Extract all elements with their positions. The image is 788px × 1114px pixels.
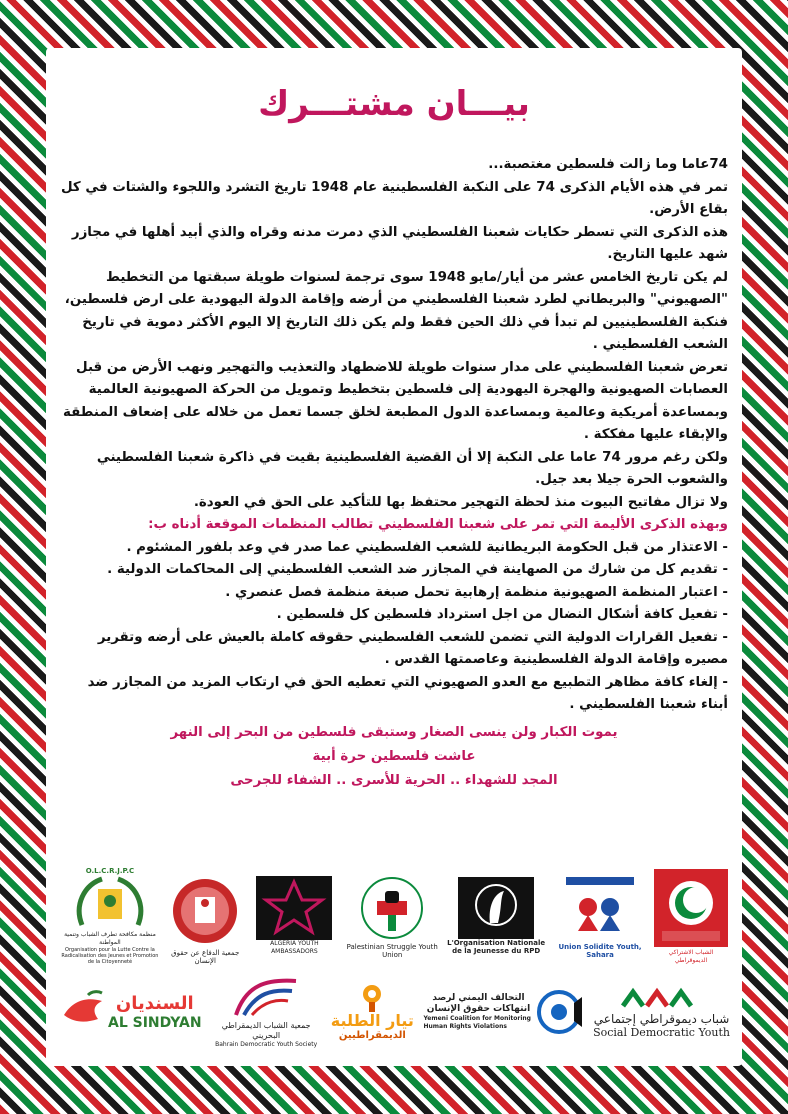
closing-slogans: [60, 721, 728, 793]
demand-item: - اعتبار المنظمة الصهيونية منظمة إرهابية تحمل صبغة منظمة فصل عنصري .: [225, 584, 728, 600]
logo-acronym: O.L.C.R.J.P.C: [85, 867, 135, 875]
logo-caption: Palestinian Struggle Youth Union: [346, 943, 438, 959]
demands-intro: وبهذه الذكرى الأليمة التي تمر على شعبنا الفلسطيني تطالب المنظمات الموقعة أدناه ب:: [148, 517, 728, 532]
logo-caption-fr: Organisation pour la Lutte Contre la Radicalisation des Jeunes et Promotion de la Citoyenneté: [61, 947, 159, 965]
signatory-logos-row-1: [58, 867, 730, 965]
demand-item: - تفعيل كافة أشكال النضال من اجل استرداد فلسطين كل فلسطين .: [276, 607, 728, 622]
bdys-logo-icon: [226, 975, 306, 1021]
red-emblem-logo-icon: [167, 867, 243, 949]
fish-eye-logo-icon: [534, 987, 584, 1037]
paragraph: 74عاما وما زالت فلسطين مغتصبة...: [488, 157, 728, 172]
logo-human-rights-defense-association: [162, 867, 249, 965]
logo-rpd-youth-organisation: [444, 877, 548, 955]
logo-caption: الشباب الاشتراكي الديموقراطي: [668, 949, 714, 964]
statement-title: بيـــان مشتـــرك: [258, 84, 530, 124]
wreath-logo-icon: [74, 875, 146, 931]
paragraph: تمر في هذه الأيام الذكرى 74 على النكبة الفلسطينية عام 1948 تاريخ التشرد واللجوء والشتات في كل بقاع الأرض.: [60, 179, 728, 217]
logo-caption-en: AL SINDYAN: [108, 1015, 202, 1031]
paragraph: هذه الذكرى التي تسطر حكايات شعبنا الفلسطيني الذي دمرت مدنه وقراه والذي أبيد أهلها في مجازر شهد عليها التاريخ.: [71, 224, 728, 262]
logo-olcrjpc: [58, 867, 162, 965]
logo-caption-ar: منظمة مكافحة تطرف الشباب وتنمية المواطنة: [64, 931, 156, 946]
logo-algeria-youth-ambassadors: [249, 876, 341, 956]
logo-caption: جمعية الدفاع عن حقوق الإنسان: [171, 949, 240, 965]
logo-yemeni-coalition: [424, 987, 584, 1037]
logo-caption: Union Solidite Youth, Sahara: [558, 943, 642, 959]
circle-flag-logo-icon: [652, 867, 730, 949]
logo-caption-ar: تيار الطلبة: [330, 1011, 414, 1030]
closing-line: يموت الكبار ولن ينسى الصغار وستبقى فلسطين من البحر إلى النهر: [170, 724, 618, 740]
statement-content: [60, 78, 728, 793]
logo-democratic-students-current: [331, 982, 414, 1042]
hand-flower-logo-icon: [352, 982, 392, 1012]
logo-union-solidite-youth: [548, 873, 652, 959]
hands-logo-icon: [560, 873, 640, 943]
logo-caption: L'Organisation Nationale de la Jeunesse du RPD: [447, 939, 546, 955]
logo-palestinian-struggle-youth-union: [340, 873, 444, 959]
fist-logo-icon: [355, 873, 429, 943]
paragraph: لم يكن تاريخ الخامس عشر من أيار/مايو 1948 سوى ترجمة لسنوات طويلة سبقتها من التخطيط "الصهيوني" والبريطاني لطرد شعبنا الفلسطيني من أرضه وإقامة الدولة اليهودية على ارض فلسطين، فنكبة الفلسطينيين لم تبدأ في ذلك الحين فقط ولم يكن ذلك التاريخ إلا اليوم الأكثر دموية في تاريخ الشعب الفلسطيني .: [64, 269, 728, 352]
sdy-logo-icon: [617, 986, 707, 1012]
dove-logo-icon: [58, 989, 108, 1035]
logo-caption-en: Social Democratic Youth: [593, 1025, 730, 1039]
signatory-logos-row-2: [58, 972, 730, 1052]
logo-caption: ALGERIA YOUTH AMBASSADORS: [270, 940, 319, 955]
logo-caption-en: Yemeni Coalition for Monitoring Human Rights Violations: [423, 1015, 531, 1030]
star-logo-icon: [256, 876, 332, 940]
logo-caption-ar: السنديان: [115, 993, 194, 1014]
logo-social-democratic-youth-ar: [652, 867, 730, 965]
demand-item: - الاعتذار من قبل الحكومة البريطانية للشعب الفلسطيني عما صدر في وعد بلفور المشئوم .: [126, 539, 728, 555]
closing-line: المجد للشهداء .. الحرية للأسرى .. الشفاء للجرحى: [230, 772, 558, 788]
demand-item: - إلغاء كافة مظاهر التطبيع مع العدو الصهيوني التي تعطيه الحق في ارتكاب المزيد من المجازر ضد أبناء شعبنا الفلسطيني .: [87, 674, 728, 712]
profile-silhouette-logo-icon: [458, 877, 534, 939]
logo-bahrain-democratic-youth: [211, 975, 321, 1049]
paragraph: ولا تزال مفاتيح البيوت منذ لحظة التهجير محتفظ بها للتأكيد على الحق في العودة.: [193, 494, 728, 510]
paragraph: تعرض شعبنا الفلسطيني على مدار سنوات طويلة للاضطهاد والتعذيب والتهجير ونهب الأرض من قبل العصابات الصهيونية والهجرة اليهودية إلى فلسطين بتخطيط وتمويل من الحركة الصهيونية العالمية وبمساعدة أمريكية وعالمية وبمساعدة الدول المطبعة لخلق جسما تعمل من خلاله على إضعاف المنطقة والإبقاء عليها مفككة .: [63, 359, 728, 442]
closing-line: عاشت فلسطين حرة أبية: [312, 748, 476, 764]
logo-caption-ar-sub: الديمقراطيين: [338, 1030, 406, 1041]
logo-al-sindyan: [58, 989, 202, 1035]
logo-social-democratic-youth: [593, 986, 730, 1039]
logo-caption-ar: جمعية الشباب الديمقراطي البحريني: [221, 1021, 311, 1040]
logo-caption-ar: التحالف اليمني لرصد انتهاكات حقوق الإنسان: [426, 993, 531, 1014]
paragraph: ولكن رغم مرور 74 عاما على النكبة إلا أن القضية الفلسطينية بقيت في ذاكرة شعبنا الفلسطيني والشعوب الحرة جيلا بعد جيل.: [96, 449, 728, 487]
demand-item: - تفعيل القرارات الدولية التي تضمن للشعب الفلسطيني حقوقه كاملة بالعيش على أرضه وتقرير مصيره وإقامة الدولة الفلسطينية وعاصمتها القدس .: [97, 629, 728, 667]
logo-caption-ar: شباب ديموقراطي إجتماعي: [593, 1011, 730, 1026]
statement-body: [60, 154, 728, 717]
demand-item: - تقديم كل من شارك من الصهاينة في المجازر ضد الشعب الفلسطيني إلى المحاكمات الدولية .: [107, 562, 728, 577]
logo-caption-en: Bahrain Democratic Youth Society: [215, 1041, 318, 1048]
